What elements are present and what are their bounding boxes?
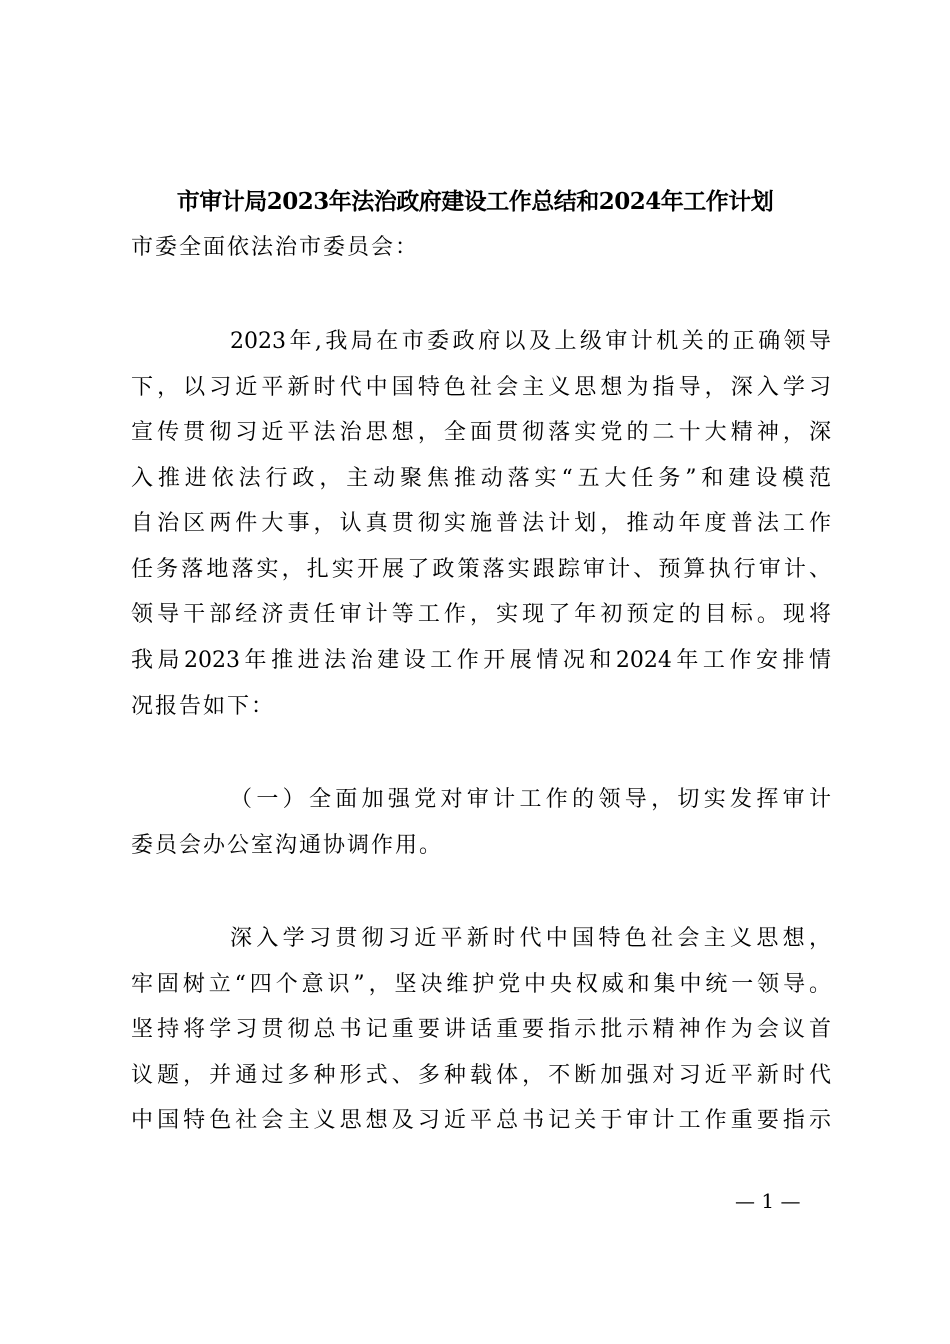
paragraph-line: 况报告如下：	[131, 694, 276, 719]
paragraph-line: 领导干部经济责任审计等工作，实现了年初预定的目标。现将	[131, 602, 831, 627]
paragraph-line: 入推进依法行政，主动聚焦推动落实“五大任务”和建设模范	[131, 466, 831, 491]
paragraph-line: 任务落地落实，扎实开展了政策落实跟踪审计、预算执行审计、	[131, 557, 831, 582]
paragraph-line: 议题，并通过多种形式、多种载体，不断加强对习近平新时代	[131, 1063, 831, 1088]
section-heading-line: （一）全面加强党对审计工作的领导，切实发挥审计	[230, 787, 831, 812]
paragraph-line: 宣传贯彻习近平法治思想，全面贯彻落实党的二十大精神，深	[131, 420, 831, 445]
paragraph-line: 坚持将学习贯彻总书记重要讲话重要指示批示精神作为会议首	[131, 1017, 831, 1042]
paragraph-line: 中国特色社会主义思想及习近平总书记关于审计工作重要指示	[131, 1108, 831, 1133]
paragraph-line: 下，以习近平新时代中国特色社会主义思想为指导，深入学习	[131, 375, 831, 400]
page-number: — 1 —	[735, 1189, 801, 1213]
paragraph-line: 我局2023年推进法治建设工作开展情况和2024年工作安排情	[131, 648, 831, 673]
paragraph-line: 自治区两件大事，认真贯彻实施普法计划，推动年度普法工作	[131, 511, 831, 536]
document-title: 市审计局2023年法治政府建设工作总结和2024年工作计划	[176, 188, 774, 215]
paragraph-line: 深入学习贯彻习近平新时代中国特色社会主义思想，	[230, 926, 831, 951]
paragraph-line: 2023年,我局在市委政府以及上级审计机关的正确领导	[230, 329, 831, 354]
section-heading-line: 委员会办公室沟通协调作用。	[131, 833, 444, 858]
paragraph-line: 牢固树立“四个意识”，坚决维护党中央权威和集中统一领导。	[131, 972, 831, 997]
salutation: 市委全面依法治市委员会：	[131, 235, 420, 260]
